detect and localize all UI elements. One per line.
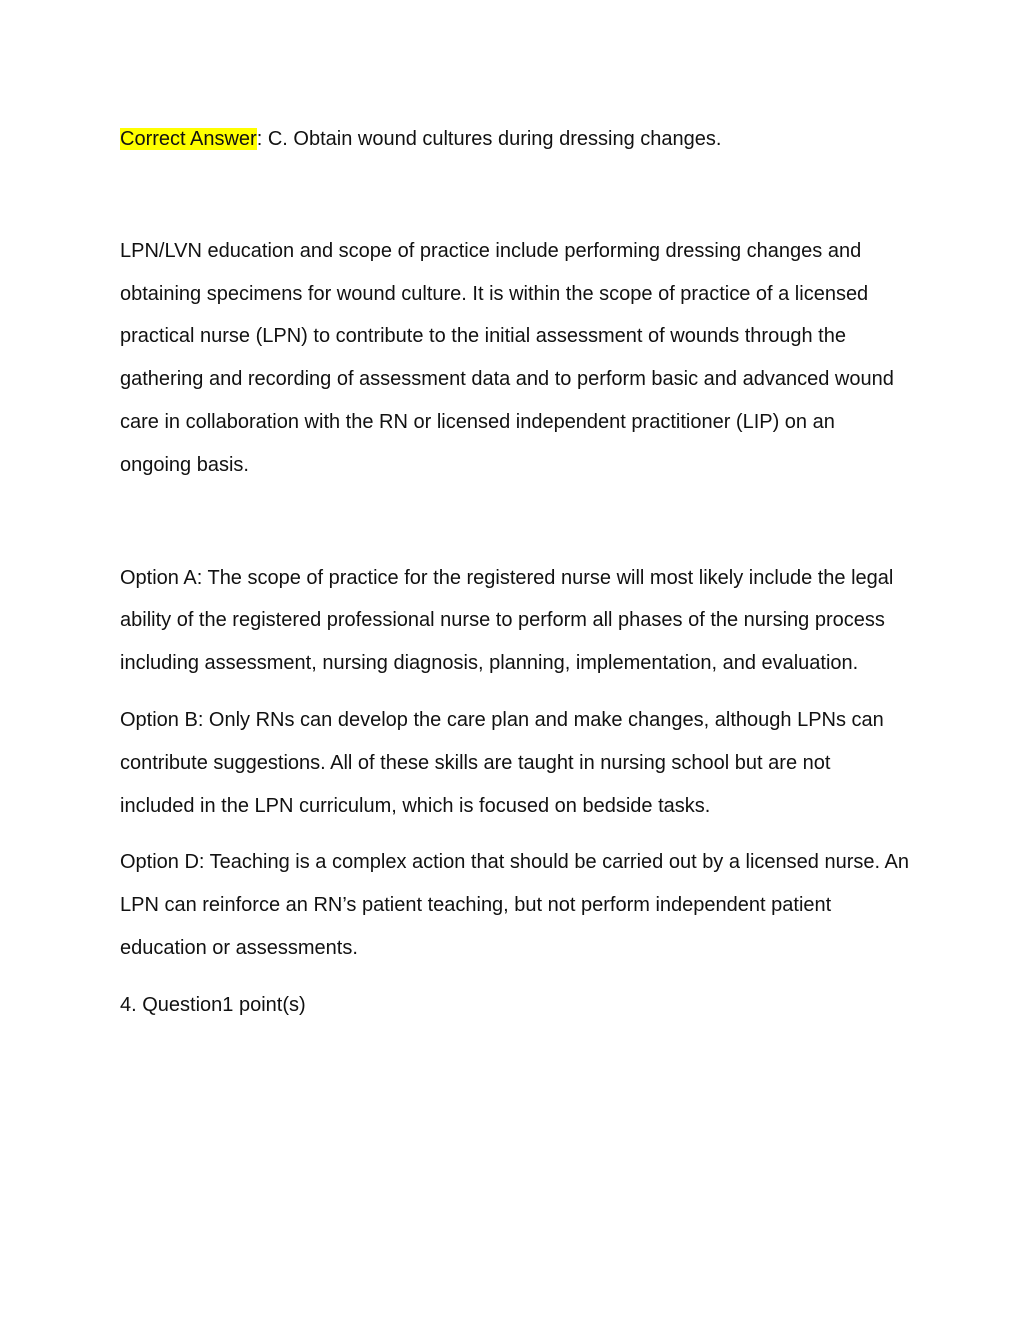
spacer: [120, 685, 910, 699]
option-a-paragraph: Option A: The scope of practice for the registered nurse will most likely include the legal ability of the registered professional nurse to perform all phases of the nursing process including assessment, nursing diagnosis, planning, implementation, and evaluation.: [120, 566, 894, 675]
option-d-paragraph: Option D: Teaching is a complex action that should be carried out by a licensed nurse. An LPN can reinforce an RN’s patient teaching, but not perform independent patient education or assessments.: [120, 851, 909, 959]
option-b-paragraph: Option B: Only RNs can develop the care plan and make changes, although LPNs can contribute suggestions. All of these skills are taught in nursing school but are not included in the LPN curriculum, which is focused on bedside tasks.: [120, 708, 884, 817]
spacer: [120, 487, 910, 557]
rationale-paragraph: LPN/LVN education and scope of practice include performing dressing changes and obtaining specimens for wound culture. It is within the scope of practice of a licensed practical nurse (LPN) to contribute to the initial assessment of wounds through the gathering and recording of assessment data and to perform basic and advanced wound care in collaboration with the RN or licensed independent practitioner (LIP) on an ongoing basis.: [120, 239, 894, 476]
correct-answer-label: Correct Answer: [120, 128, 257, 150]
spacer: [120, 827, 910, 841]
correct-answer-separator: :: [256, 128, 263, 150]
spacer: [120, 970, 910, 984]
correct-answer-text: C. Obtain wound cultures during dressing changes.: [262, 128, 722, 150]
next-question-heading: 4. Question1 point(s): [120, 993, 306, 1016]
document-page: [120, 118, 910, 1027]
spacer: [120, 161, 910, 230]
correct-answer-line: [120, 118, 910, 161]
